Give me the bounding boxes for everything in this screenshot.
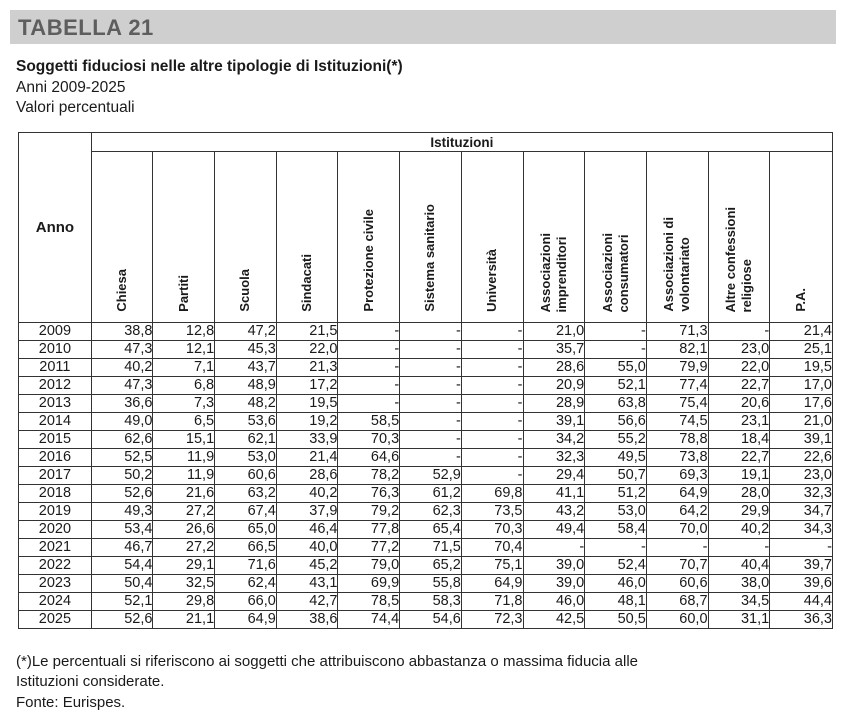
column-header	[276, 152, 338, 323]
value-cell: 65,4	[400, 521, 462, 539]
value-cell: 18,4	[708, 431, 770, 449]
value-cell: 7,3	[153, 395, 215, 413]
value-cell: 70,3	[338, 431, 400, 449]
value-cell: 62,1	[215, 431, 277, 449]
value-cell: 43,2	[523, 503, 585, 521]
value-cell: 55,8	[400, 575, 462, 593]
value-cell: 53,0	[215, 449, 277, 467]
source-note: Fonte: Eurispes.	[16, 694, 126, 711]
year-cell: 2020	[19, 521, 92, 539]
value-cell: 43,1	[276, 575, 338, 593]
value-cell: -	[400, 377, 462, 395]
value-cell: 70,3	[461, 521, 523, 539]
value-cell: 79,9	[646, 359, 708, 377]
value-cell: 21,4	[770, 323, 833, 341]
value-cell: 65,0	[215, 521, 277, 539]
column-header	[770, 152, 833, 323]
value-cell: 22,0	[708, 359, 770, 377]
value-cell: 21,5	[276, 323, 338, 341]
value-cell: 64,2	[646, 503, 708, 521]
value-cell: 71,6	[215, 557, 277, 575]
value-cell: -	[585, 323, 647, 341]
table-row	[19, 413, 833, 431]
value-cell: 63,2	[215, 485, 277, 503]
year-cell: 2024	[19, 593, 92, 611]
value-cell: 60,6	[215, 467, 277, 485]
value-cell: -	[400, 341, 462, 359]
value-cell: 40,4	[708, 557, 770, 575]
value-cell: 77,2	[338, 539, 400, 557]
value-cell: 76,3	[338, 485, 400, 503]
value-cell: 19,1	[708, 467, 770, 485]
table-row	[19, 359, 833, 377]
value-cell: 29,9	[708, 503, 770, 521]
value-cell: 74,5	[646, 413, 708, 431]
value-cell: 70,4	[461, 539, 523, 557]
value-cell: 27,2	[153, 503, 215, 521]
value-cell: 35,7	[523, 341, 585, 359]
year-cell: 2021	[19, 539, 92, 557]
value-cell: 78,8	[646, 431, 708, 449]
data-table	[18, 132, 833, 629]
value-cell: -	[646, 539, 708, 557]
value-cell: 50,5	[585, 611, 647, 629]
value-cell: 46,0	[585, 575, 647, 593]
units-subtitle: Valori percentuali	[16, 99, 135, 116]
value-cell: 55,2	[585, 431, 647, 449]
value-cell: -	[585, 341, 647, 359]
value-cell: 20,6	[708, 395, 770, 413]
value-cell: 29,4	[523, 467, 585, 485]
table-row	[19, 485, 833, 503]
value-cell: 28,9	[523, 395, 585, 413]
value-cell: -	[461, 341, 523, 359]
value-cell: 60,0	[646, 611, 708, 629]
column-header	[153, 152, 215, 323]
value-cell: 32,3	[770, 485, 833, 503]
table-row	[19, 395, 833, 413]
value-cell: 11,9	[153, 467, 215, 485]
value-cell: 17,2	[276, 377, 338, 395]
value-cell: 46,4	[276, 521, 338, 539]
value-cell: 49,3	[91, 503, 153, 521]
value-cell: -	[400, 323, 462, 341]
value-cell: 45,2	[276, 557, 338, 575]
table-row	[19, 449, 833, 467]
value-cell: 42,7	[276, 593, 338, 611]
year-cell: 2011	[19, 359, 92, 377]
value-cell: 62,6	[91, 431, 153, 449]
value-cell: 34,7	[770, 503, 833, 521]
value-cell: -	[400, 449, 462, 467]
year-cell: 2023	[19, 575, 92, 593]
value-cell: 21,0	[523, 323, 585, 341]
value-cell: 21,0	[770, 413, 833, 431]
year-cell: 2022	[19, 557, 92, 575]
value-cell: 38,6	[276, 611, 338, 629]
value-cell: 45,3	[215, 341, 277, 359]
value-cell: 58,4	[585, 521, 647, 539]
value-cell: 61,2	[400, 485, 462, 503]
value-cell: 82,1	[646, 341, 708, 359]
value-cell: 28,6	[276, 467, 338, 485]
column-header	[585, 152, 647, 323]
table-row	[19, 521, 833, 539]
column-header-label: Associazioni consumatori	[599, 232, 631, 312]
column-header	[708, 152, 770, 323]
column-header-label: Università	[484, 249, 500, 312]
year-cell: 2018	[19, 485, 92, 503]
column-header-label: Sindacati	[299, 254, 315, 312]
value-cell: 7,1	[153, 359, 215, 377]
value-cell: 12,8	[153, 323, 215, 341]
table-row	[19, 503, 833, 521]
value-cell: 64,9	[461, 575, 523, 593]
table-row	[19, 575, 833, 593]
year-cell: 2014	[19, 413, 92, 431]
anno-header: Anno	[19, 133, 92, 323]
value-cell: 64,9	[215, 611, 277, 629]
value-cell: 32,5	[153, 575, 215, 593]
column-header-label: Scuola	[237, 269, 253, 312]
value-cell: 34,3	[770, 521, 833, 539]
value-cell: 34,5	[708, 593, 770, 611]
value-cell: -	[585, 539, 647, 557]
value-cell: 58,5	[338, 413, 400, 431]
column-header	[646, 152, 708, 323]
value-cell: -	[461, 413, 523, 431]
value-cell: 39,7	[770, 557, 833, 575]
value-cell: 65,2	[400, 557, 462, 575]
value-cell: 77,8	[338, 521, 400, 539]
value-cell: 40,0	[276, 539, 338, 557]
value-cell: 6,8	[153, 377, 215, 395]
value-cell: 62,4	[215, 575, 277, 593]
value-cell: -	[461, 431, 523, 449]
value-cell: -	[461, 449, 523, 467]
value-cell: 75,4	[646, 395, 708, 413]
value-cell: 50,4	[91, 575, 153, 593]
value-cell: 32,3	[523, 449, 585, 467]
value-cell: -	[708, 539, 770, 557]
value-cell: 70,7	[646, 557, 708, 575]
value-cell: 71,5	[400, 539, 462, 557]
year-cell: 2013	[19, 395, 92, 413]
value-cell: 55,0	[585, 359, 647, 377]
value-cell: 38,8	[91, 323, 153, 341]
year-cell: 2009	[19, 323, 92, 341]
value-cell: 50,7	[585, 467, 647, 485]
column-header-label: Chiesa	[114, 269, 130, 312]
value-cell: 42,5	[523, 611, 585, 629]
value-cell: 36,3	[770, 611, 833, 629]
value-cell: -	[400, 413, 462, 431]
value-cell: 21,1	[153, 611, 215, 629]
value-cell: 17,6	[770, 395, 833, 413]
value-cell: 66,5	[215, 539, 277, 557]
value-cell: -	[461, 359, 523, 377]
value-cell: 39,0	[523, 557, 585, 575]
value-cell: 69,3	[646, 467, 708, 485]
value-cell: 46,0	[523, 593, 585, 611]
value-cell: 53,0	[585, 503, 647, 521]
value-cell: 68,7	[646, 593, 708, 611]
value-cell: 77,4	[646, 377, 708, 395]
value-cell: 49,5	[585, 449, 647, 467]
value-cell: 15,1	[153, 431, 215, 449]
column-header-label: Partiti	[175, 275, 191, 312]
value-cell: 40,2	[708, 521, 770, 539]
value-cell: 67,4	[215, 503, 277, 521]
column-header-label: Associazioni di volontariato	[661, 217, 693, 312]
year-cell: 2025	[19, 611, 92, 629]
value-cell: 54,4	[91, 557, 153, 575]
value-cell: 40,2	[91, 359, 153, 377]
value-cell: 56,6	[585, 413, 647, 431]
value-cell: 40,2	[276, 485, 338, 503]
value-cell: 39,6	[770, 575, 833, 593]
value-cell: 19,2	[276, 413, 338, 431]
value-cell: 28,6	[523, 359, 585, 377]
value-cell: 79,2	[338, 503, 400, 521]
years-subtitle: Anni 2009-2025	[16, 79, 126, 96]
value-cell: 52,6	[91, 611, 153, 629]
value-cell: -	[400, 395, 462, 413]
value-cell: 70,0	[646, 521, 708, 539]
banner-label: TABELLA 21	[18, 15, 154, 40]
column-header	[215, 152, 277, 323]
value-cell: 74,4	[338, 611, 400, 629]
value-cell: 72,3	[461, 611, 523, 629]
value-cell: 64,6	[338, 449, 400, 467]
value-cell: 41,1	[523, 485, 585, 503]
table-row	[19, 377, 833, 395]
table-row	[19, 593, 833, 611]
table-row	[19, 323, 833, 341]
value-cell: 78,5	[338, 593, 400, 611]
value-cell: -	[523, 539, 585, 557]
value-cell: 49,4	[523, 521, 585, 539]
value-cell: 62,3	[400, 503, 462, 521]
column-header-label: Associazioni imprenditori	[537, 232, 569, 312]
column-header-label: Altre confessioni religiose	[722, 206, 754, 312]
value-cell: 37,9	[276, 503, 338, 521]
value-cell: 25,1	[770, 341, 833, 359]
value-cell: 22,7	[708, 449, 770, 467]
year-cell: 2010	[19, 341, 92, 359]
value-cell: 47,2	[215, 323, 277, 341]
value-cell: 54,6	[400, 611, 462, 629]
value-cell: 6,5	[153, 413, 215, 431]
value-cell: 48,9	[215, 377, 277, 395]
column-header-label: P.A.	[793, 288, 809, 312]
value-cell: -	[338, 377, 400, 395]
column-header-label: Protezione civile	[360, 209, 376, 312]
value-cell: 73,5	[461, 503, 523, 521]
value-cell: -	[461, 467, 523, 485]
table-row	[19, 611, 833, 629]
page-title: Soggetti fiduciosi nelle altre tipologie di Istituzioni(*)	[16, 58, 403, 75]
table-row	[19, 467, 833, 485]
value-cell: 52,6	[91, 485, 153, 503]
column-header	[461, 152, 523, 323]
value-cell: 52,9	[400, 467, 462, 485]
value-cell: -	[400, 359, 462, 377]
value-cell: 43,7	[215, 359, 277, 377]
value-cell: 52,5	[91, 449, 153, 467]
value-cell: 22,6	[770, 449, 833, 467]
value-cell: 28,0	[708, 485, 770, 503]
value-cell: 19,5	[276, 395, 338, 413]
column-header	[523, 152, 585, 323]
value-cell: 39,1	[770, 431, 833, 449]
value-cell: -	[338, 323, 400, 341]
value-cell: 21,4	[276, 449, 338, 467]
year-cell: 2019	[19, 503, 92, 521]
column-header	[400, 152, 462, 323]
value-cell: 48,1	[585, 593, 647, 611]
value-cell: 47,3	[91, 341, 153, 359]
footnote-continued: Istituzioni considerate.	[16, 673, 165, 690]
value-cell: 63,8	[585, 395, 647, 413]
table-row	[19, 341, 833, 359]
value-cell: 44,4	[770, 593, 833, 611]
year-cell: 2012	[19, 377, 92, 395]
value-cell: 53,6	[215, 413, 277, 431]
value-cell: 79,0	[338, 557, 400, 575]
value-cell: 39,1	[523, 413, 585, 431]
column-header-label: Sistema sanitario	[422, 204, 438, 312]
column-header	[91, 152, 153, 323]
value-cell: 69,8	[461, 485, 523, 503]
value-cell: 52,1	[585, 377, 647, 395]
value-cell: 19,5	[770, 359, 833, 377]
value-cell: -	[461, 395, 523, 413]
value-cell: 22,0	[276, 341, 338, 359]
value-cell: 20,9	[523, 377, 585, 395]
value-cell: 22,7	[708, 377, 770, 395]
value-cell: 29,8	[153, 593, 215, 611]
value-cell: -	[338, 395, 400, 413]
value-cell: 73,8	[646, 449, 708, 467]
value-cell: 34,2	[523, 431, 585, 449]
value-cell: -	[338, 359, 400, 377]
year-cell: 2016	[19, 449, 92, 467]
value-cell: 23,1	[708, 413, 770, 431]
value-cell: 38,0	[708, 575, 770, 593]
table-row	[19, 539, 833, 557]
value-cell: 12,1	[153, 341, 215, 359]
value-cell: 52,1	[91, 593, 153, 611]
value-cell: 36,6	[91, 395, 153, 413]
table-banner	[10, 10, 836, 44]
value-cell: 71,8	[461, 593, 523, 611]
table-row	[19, 557, 833, 575]
value-cell: 39,0	[523, 575, 585, 593]
year-cell: 2015	[19, 431, 92, 449]
value-cell: 26,6	[153, 521, 215, 539]
value-cell: 48,2	[215, 395, 277, 413]
value-cell: 75,1	[461, 557, 523, 575]
table-row	[19, 431, 833, 449]
value-cell: 46,7	[91, 539, 153, 557]
value-cell: 66,0	[215, 593, 277, 611]
value-cell: 27,2	[153, 539, 215, 557]
value-cell: 69,9	[338, 575, 400, 593]
value-cell: -	[338, 341, 400, 359]
footnote: (*)Le percentuali si riferiscono ai soggetti che attribuiscono abbastanza o massima fiducia alle	[16, 653, 638, 670]
value-cell: 49,0	[91, 413, 153, 431]
value-cell: 29,1	[153, 557, 215, 575]
value-cell: 23,0	[770, 467, 833, 485]
value-cell: 21,6	[153, 485, 215, 503]
value-cell: 52,4	[585, 557, 647, 575]
value-cell: 31,1	[708, 611, 770, 629]
column-header	[338, 152, 400, 323]
value-cell: 17,0	[770, 377, 833, 395]
value-cell: 64,9	[646, 485, 708, 503]
value-cell: 23,0	[708, 341, 770, 359]
group-header-istituzioni: Istituzioni	[91, 133, 832, 152]
value-cell: -	[708, 323, 770, 341]
value-cell: 11,9	[153, 449, 215, 467]
value-cell: 51,2	[585, 485, 647, 503]
value-cell: 21,3	[276, 359, 338, 377]
value-cell: 50,2	[91, 467, 153, 485]
value-cell: -	[461, 323, 523, 341]
value-cell: -	[461, 377, 523, 395]
value-cell: 60,6	[646, 575, 708, 593]
value-cell: 33,9	[276, 431, 338, 449]
year-cell: 2017	[19, 467, 92, 485]
value-cell: -	[400, 431, 462, 449]
value-cell: -	[770, 539, 833, 557]
value-cell: 71,3	[646, 323, 708, 341]
value-cell: 78,2	[338, 467, 400, 485]
value-cell: 53,4	[91, 521, 153, 539]
value-cell: 47,3	[91, 377, 153, 395]
value-cell: 58,3	[400, 593, 462, 611]
